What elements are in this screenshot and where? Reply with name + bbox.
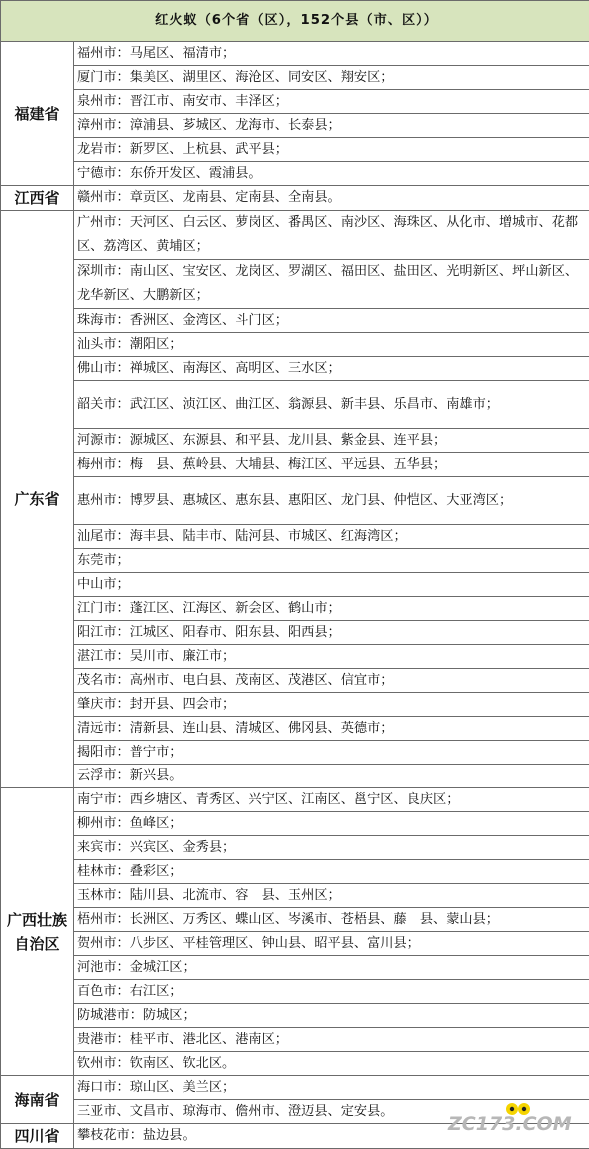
table-row [1, 211, 589, 260]
city-cell: 三亚市、文昌市、琼海市、儋州市、澄迈县、定安县。 [74, 1100, 589, 1124]
city-cell: 河源市：源城区、东源县、和平县、龙川县、紫金县、连平县； [74, 429, 589, 453]
table-row [1, 525, 589, 549]
table-row [1, 1052, 589, 1076]
table-row [1, 836, 589, 860]
table-row [1, 908, 589, 932]
city-cell: 钦州市：钦南区、钦北区。 [74, 1052, 589, 1076]
table-row [1, 42, 589, 66]
table-row [1, 186, 589, 211]
table-row [1, 932, 589, 956]
city-cell: 佛山市：禅城区、南海区、高明区、三水区； [74, 357, 589, 381]
city-cell: 汕头市：潮阳区； [74, 333, 589, 357]
city-cell: 汕尾市：海丰县、陆丰市、陆河县、市城区、红海湾区； [74, 525, 589, 549]
province-cell-sichuan: 四川省 [1, 1124, 74, 1149]
table-row [1, 453, 589, 477]
province-cell-hainan: 海南省 [1, 1076, 74, 1124]
city-cell: 福州市：马尾区、福清市； [74, 42, 589, 66]
city-cell: 梅州市：梅 县、蕉岭县、大埔县、梅江区、平远县、五华县； [74, 453, 589, 477]
table-row [1, 357, 589, 381]
province-cell-jiangxi: 江西省 [1, 186, 74, 211]
watermark-text: ZC173.COM [447, 1113, 572, 1135]
city-cell: 韶关市：武江区、浈江区、曲江区、翁源县、新丰县、乐昌市、南雄市； [74, 381, 589, 429]
table-row [1, 114, 589, 138]
city-cell: 广州市：天河区、白云区、萝岗区、番禺区、南沙区、海珠区、从化市、增城市、花都区、荔湾区、黄埔区； [74, 211, 589, 260]
city-cell: 梧州市：长洲区、万秀区、蝶山区、岑溪市、苍梧县、藤 县、蒙山县； [74, 908, 589, 932]
city-cell: 深圳市：南山区、宝安区、龙岗区、罗湖区、福田区、盐田区、光明新区、坪山新区、龙华新区、大鹏新区； [74, 260, 589, 309]
table-row [1, 956, 589, 980]
city-cell: 肇庆市：封开县、四会市； [74, 693, 589, 717]
city-cell: 防城港市：防城区； [74, 1004, 589, 1028]
table-title: 红火蚁（6个省（区），152个县（市、区）） [1, 1, 589, 42]
table-row [1, 693, 589, 717]
city-cell: 攀枝花市：盐边县。 [74, 1124, 589, 1149]
city-cell: 厦门市：集美区、湖里区、海沧区、同安区、翔安区； [74, 66, 589, 90]
table-row [1, 138, 589, 162]
city-cell: 宁德市：东侨开发区、霞浦县。 [74, 162, 589, 186]
table-row [1, 741, 589, 765]
city-cell: 柳州市：鱼峰区； [74, 812, 589, 836]
city-cell: 赣州市：章贡区、龙南县、定南县、全南县。 [74, 186, 589, 211]
city-cell: 阳江市：江城区、阳春市、阳东县、阳西县； [74, 621, 589, 645]
city-cell: 百色市：右江区； [74, 980, 589, 1004]
city-cell: 中山市； [74, 573, 589, 597]
table-row [1, 621, 589, 645]
table-row [1, 1076, 589, 1100]
city-cell: 茂名市：高州市、电白县、茂南区、茂港区、信宜市； [74, 669, 589, 693]
table-row [1, 162, 589, 186]
table-row [1, 260, 589, 309]
city-cell: 清远市：清新县、连山县、清城区、佛冈县、英德市； [74, 717, 589, 741]
table-row [1, 860, 589, 884]
province-cell-fujian: 福建省 [1, 42, 74, 186]
title-row [1, 1, 589, 42]
city-cell: 云浮市：新兴县。 [74, 765, 589, 788]
city-cell: 惠州市：博罗县、惠城区、惠东县、惠阳区、龙门县、仲恺区、大亚湾区； [74, 477, 589, 525]
table-row [1, 1004, 589, 1028]
table-row [1, 597, 589, 621]
table-row [1, 549, 589, 573]
city-cell: 贺州市：八步区、平桂管理区、钟山县、昭平县、富川县； [74, 932, 589, 956]
table-row [1, 717, 589, 741]
city-cell: 南宁市：西乡塘区、青秀区、兴宁区、江南区、邕宁区、良庆区； [74, 788, 589, 812]
city-cell: 泉州市：晋江市、南安市、丰泽区； [74, 90, 589, 114]
province-cell-guangdong: 广东省 [1, 211, 74, 788]
city-cell: 来宾市：兴宾区、金秀县； [74, 836, 589, 860]
city-cell: 东莞市； [74, 549, 589, 573]
table-row [1, 309, 589, 333]
table-row [1, 669, 589, 693]
table-row [1, 1028, 589, 1052]
table-row [1, 645, 589, 669]
city-cell: 海口市：琼山区、美兰区； [74, 1076, 589, 1100]
city-cell: 河池市：金城江区； [74, 956, 589, 980]
table-row [1, 812, 589, 836]
table-row [1, 333, 589, 357]
table-row [1, 477, 589, 525]
city-cell: 江门市：蓬江区、江海区、新会区、鹤山市； [74, 597, 589, 621]
table-row [1, 765, 589, 788]
city-cell: 龙岩市：新罗区、上杭县、武平县； [74, 138, 589, 162]
table-row [1, 66, 589, 90]
city-cell: 漳州市：漳浦县、芗城区、龙海市、长泰县； [74, 114, 589, 138]
city-cell: 揭阳市：普宁市； [74, 741, 589, 765]
table-row [1, 573, 589, 597]
table-row [1, 90, 589, 114]
city-cell: 贵港市：桂平市、港北区、港南区； [74, 1028, 589, 1052]
city-cell: 湛江市：吴川市、廉江市； [74, 645, 589, 669]
province-cell-guangxi: 广西壮族自治区 [1, 788, 74, 1076]
table-row [1, 788, 589, 812]
city-cell: 珠海市：香洲区、金湾区、斗门区； [74, 309, 589, 333]
table-row [1, 381, 589, 429]
city-cell: 玉林市：陆川县、北流市、容 县、玉州区； [74, 884, 589, 908]
table-row [1, 884, 589, 908]
table-row [1, 429, 589, 453]
city-cell: 桂林市：叠彩区； [74, 860, 589, 884]
site-watermark [446, 1102, 576, 1136]
table-row [1, 980, 589, 1004]
